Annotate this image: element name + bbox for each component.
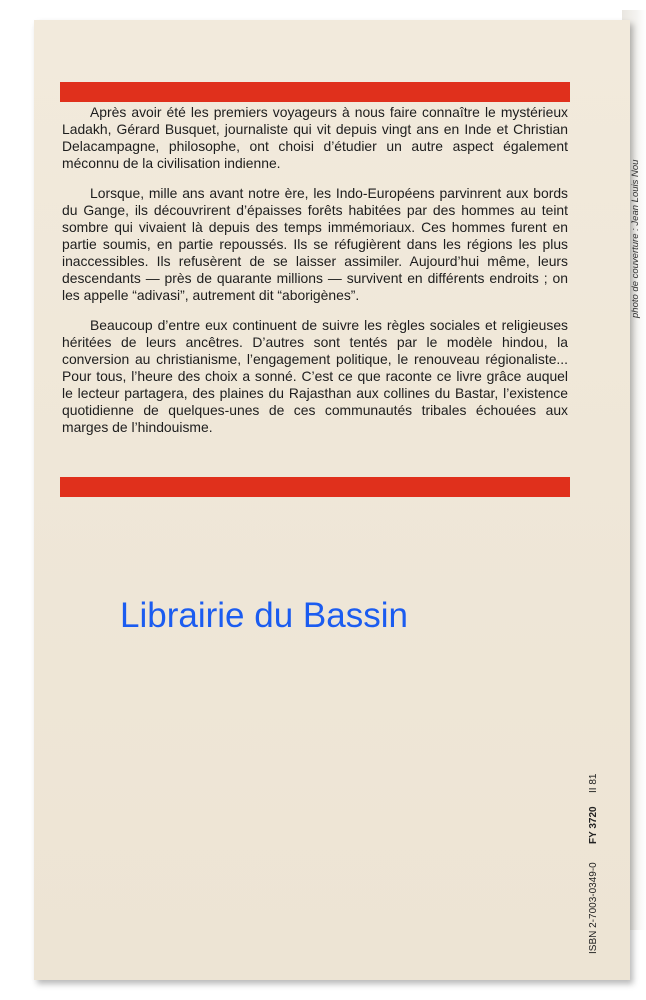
- red-band-bottom: [60, 477, 570, 497]
- blurb-text: [62, 104, 568, 449]
- blurb-paragraph-2: Lorsque, mille ans avant notre ère, les Indo-Européens parvinrent aux bords du Gange, ils découvrirent d’épaisses forêts habitées par des hommes au teint sombre qui vivaient là depuis des temps immémoriaux. Ces hommes furent en partie soumis, en partie repoussés. Ils se réfugièrent dans les régions les plus inaccessibles. Ils refusèrent de se laisser assimiler. Aujourd’hui même, leurs descendants — près de quarante millions — survivent en différents endroits ; on les appelle “adivasi”, autrement dit “aborigènes”.: [62, 185, 568, 303]
- photo-credit: photo de couverture : Jean Louis Nou: [630, 159, 641, 318]
- catalog-suffix: II 81: [588, 773, 599, 793]
- blurb-paragraph-3: Beaucoup d’entre eux continuent de suivre les règles sociales et religieuses héritées de leurs ancêtres. D’autres sont tentés par le modèle hindou, la conversion au christianisme, l’engagement politique, le renouveau régionaliste... Pour tous, l’heure des choix a sonné. C’est ce que raconte ce livre grâce auquel le lecteur partagera, des plaines du Rajasthan aux collines du Bastar, l’existence quotidienne de quelques-unes de ces communautés tribales échouées aux marges de l’hindouisme.: [62, 317, 568, 435]
- catalog-code: FY 3720: [588, 806, 599, 845]
- isbn-number: ISBN 2-7003-0349-0: [588, 862, 599, 954]
- isbn-block: [588, 728, 616, 958]
- bookshop-watermark: Librairie du Bassin: [120, 596, 408, 635]
- red-band-top: [60, 82, 570, 102]
- blurb-paragraph-1: Après avoir été les premiers voyageurs à nous faire connaître le mystérieux Ladakh, Gérard Busquet, journaliste qui vit depuis vingt ans en Inde et Christian Delacampagne, philosophe, ont choisi d’étudier un autre aspect également méconnu de la civilisation indienne.: [62, 104, 568, 171]
- book-back-cover: [34, 20, 641, 980]
